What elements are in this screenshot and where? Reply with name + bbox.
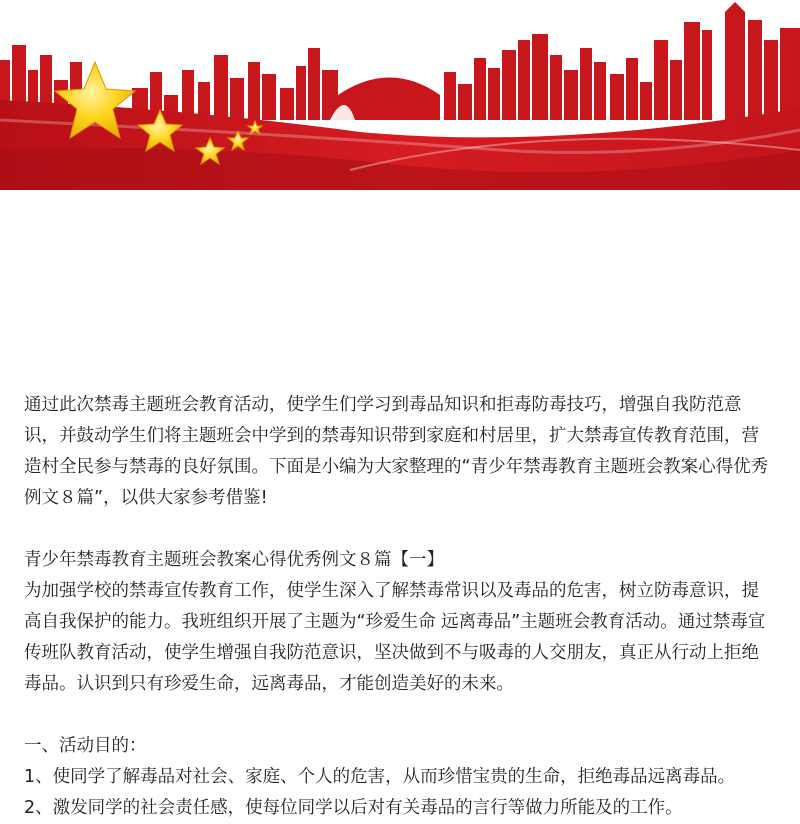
list-item: 2、激发同学的社会责任感，使每位同学以后对有关毒品的言行等做力所能及的工作。	[24, 798, 683, 818]
article-body	[24, 390, 776, 824]
list-item: 1、使同学了解毒品对社会、家庭、个人的危害，从而珍惜宝贵的生命，拒绝毒品远离毒品。	[24, 767, 736, 787]
header-banner	[0, 0, 800, 190]
activity-heading: 一、活动目的：	[24, 736, 147, 756]
body-paragraph: 为加强学校的禁毒宣传教育工作，使学生深入了解禁毒常识以及毒品的危害，树立防毒意识，提高自我保护的能力。我班组织开展了主题为“珍爱生命 远离毒品”主题班会教育活动。通过禁毒宣传班队教育活动，使学生增强自我防范意识，坚决做到不与吸毒的人交朋友，真正从行动上拒绝毒品。认识到只有珍爱生命，远离毒品，才能创造美好的未来。	[24, 581, 766, 694]
section-title: 青少年禁毒教育主题班会教案心得优秀例文８篇【一】	[24, 550, 444, 570]
intro-paragraph: 通过此次禁毒主题班会教育活动，使学生们学习到毒品知识和拒毒防毒技巧，增强自我防范意识，并鼓动学生们将主题班会中学到的禁毒知识带到家庭和村居里，扩大禁毒宣传教育范围，营造村全民参与禁毒的良好氛围。下面是小编为大家整理的“青少年禁毒教育主题班会教案心得优秀例文８篇”，以供大家参考借鉴!	[24, 395, 769, 508]
